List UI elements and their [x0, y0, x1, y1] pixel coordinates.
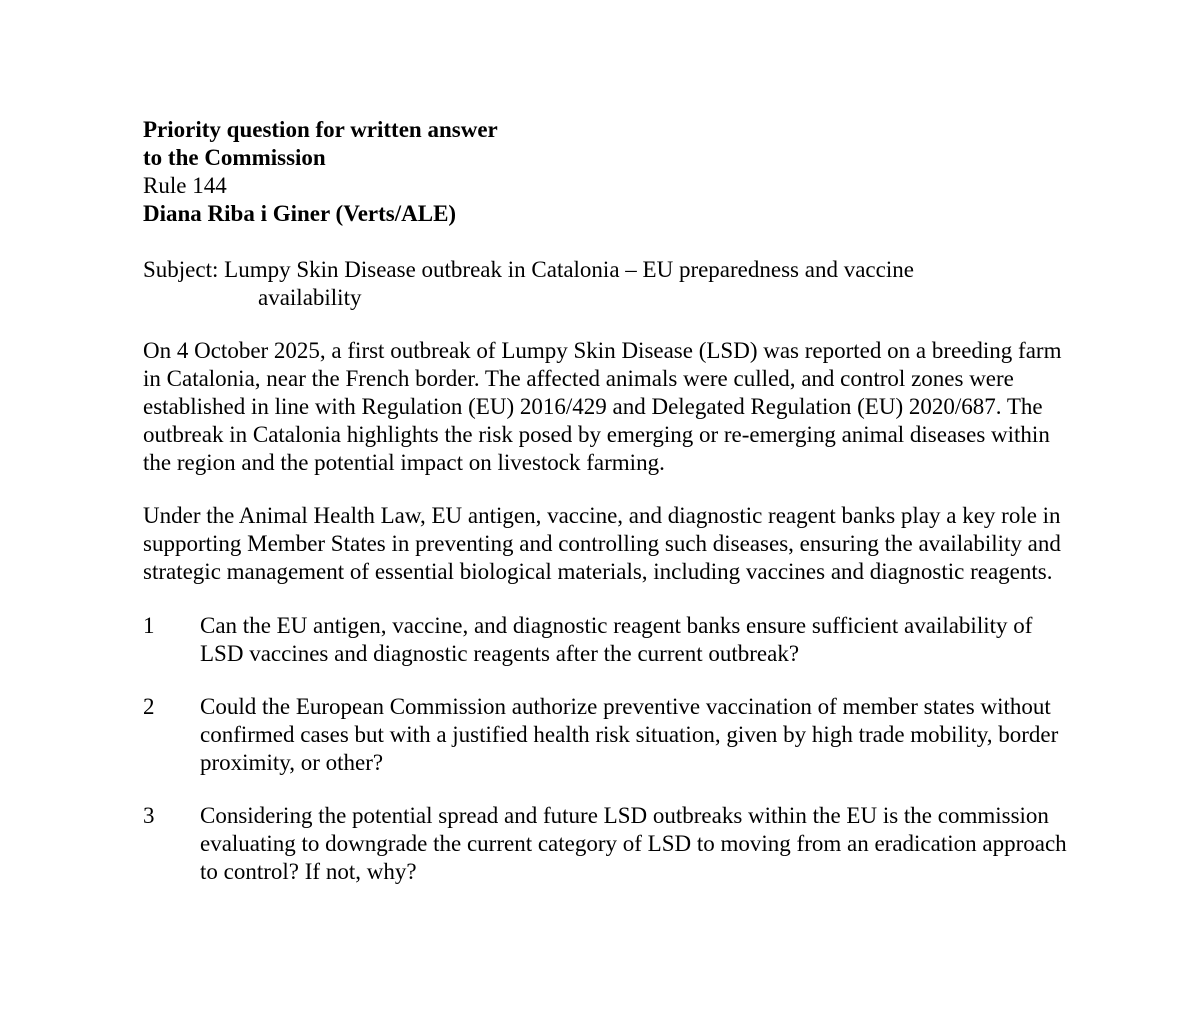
rule-number: Rule 144	[143, 173, 227, 198]
subject-label: Subject:	[143, 257, 219, 282]
question-item-3	[143, 802, 1073, 886]
question-item-2	[143, 693, 1073, 777]
header-title-line1: Priority question for written answer	[143, 117, 498, 142]
question-list	[143, 612, 1073, 886]
header-title-line2: to the Commission	[143, 145, 326, 170]
document-page	[143, 116, 1073, 911]
question-number: 3	[143, 803, 155, 828]
subject-line1	[143, 256, 1073, 284]
question-text: Could the European Commission authorize preventive vaccination of member states without confirmed cases but with a justified health risk situation, given by high trade mobility, border proximity, or other?	[200, 694, 1059, 775]
author-name: Diana Riba i Giner (Verts/ALE)	[143, 201, 457, 226]
body-paragraph-2: Under the Animal Health Law, EU antigen, vaccine, and diagnostic reagent banks play a key role in supporting Member States in preventing and controlling such diseases, ensuring the availability and strategic management of essential biological materials, including vaccines and diagnostic reagents.	[143, 503, 1061, 584]
question-text: Can the EU antigen, vaccine, and diagnostic reagent banks ensure sufficient availability of LSD vaccines and diagnostic reagents after the current outbreak?	[200, 613, 1033, 666]
document-header	[143, 116, 1073, 228]
subject-block	[143, 256, 1073, 312]
question-number: 2	[143, 694, 155, 719]
subject-text-line2: availability	[258, 285, 362, 310]
question-text: Considering the potential spread and future LSD outbreaks within the EU is the commission evaluating to downgrade the current category of LSD to moving from an eradication approach to control? If not, why?	[200, 803, 1067, 884]
question-number: 1	[143, 613, 155, 638]
subject-line2	[143, 284, 1073, 312]
question-item-1	[143, 612, 1073, 668]
subject-text-line1: Lumpy Skin Disease outbreak in Catalonia – EU preparedness and vaccine	[224, 257, 914, 282]
body-paragraph-1: On 4 October 2025, a first outbreak of Lumpy Skin Disease (LSD) was reported on a breeding farm in Catalonia, near the French border. The affected animals were culled, and control zones were established in line with Regulation (EU) 2016/429 and Delegated Regulation (EU) 2020/687. The outbreak in Catalonia highlights the risk posed by emerging or re-emerging animal diseases within the region and the potential impact on livestock farming.	[143, 338, 1062, 475]
